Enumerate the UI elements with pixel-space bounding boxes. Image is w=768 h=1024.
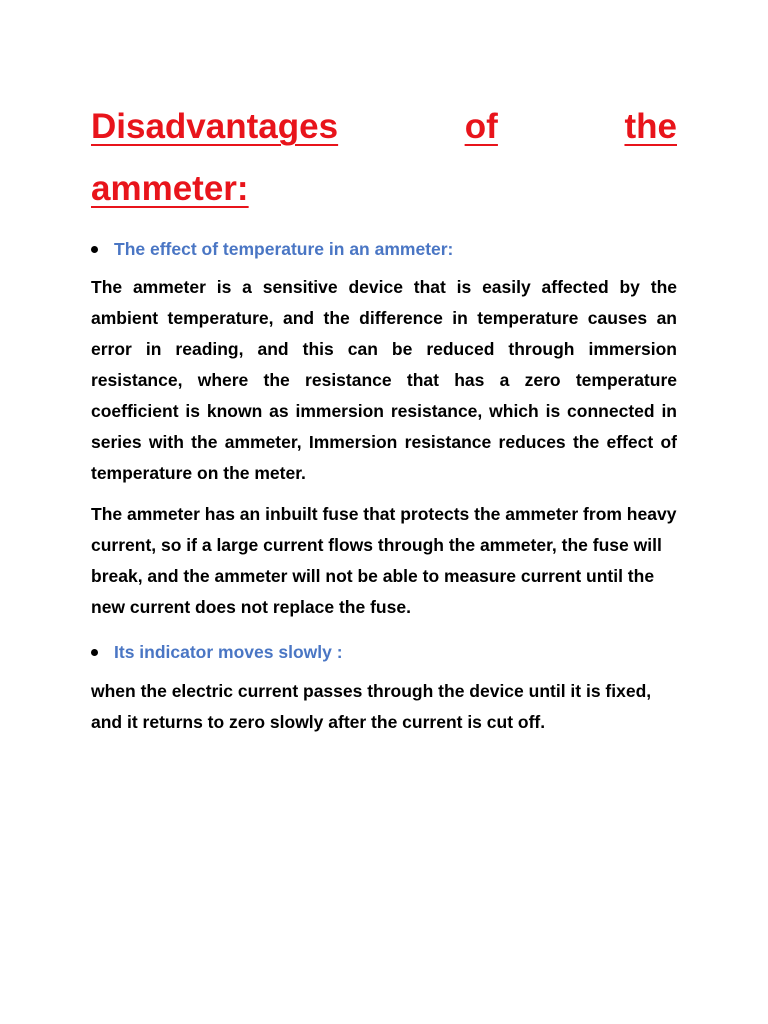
section-heading-text: The effect of temperature in an ammeter: [114,239,454,259]
page-title [91,96,677,220]
bullet-icon [91,649,98,656]
title-word: the [624,107,677,146]
title-word: ammeter: [91,169,249,208]
title-line-1 [91,96,677,158]
section-heading-indicator [91,639,677,665]
paragraph-fuse: The ammeter has an inbuilt fuse that protects the ammeter from heavy current, so if a large current flows through the ammeter, the fuse will break, and the ammeter will not be able to measure current until the new current does not replace the fuse. [91,504,677,617]
bullet-icon [91,246,98,253]
title-line-2 [91,158,677,220]
paragraph-indicator: when the electric current passes through the device until it is fixed, and it returns to zero slowly after the current is cut off. [91,681,652,732]
title-word: of [464,107,498,146]
section-heading-temperature [91,236,677,262]
paragraph-temperature: The ammeter is a sensitive device that is easily affected by the ambient temperature, and the difference in temperature causes an error in reading, and this can be reduced through immersion resistance, where the resistance that has a zero temperature coefficient is known as immersion resistance, which is connected in series with the ammeter, Immersion resistance reduces the effect of temperature on the meter. [91,277,677,483]
title-word: Disadvantages [91,107,339,146]
document-page [91,96,677,738]
section-heading-text: Its indicator moves slowly : [114,642,343,662]
